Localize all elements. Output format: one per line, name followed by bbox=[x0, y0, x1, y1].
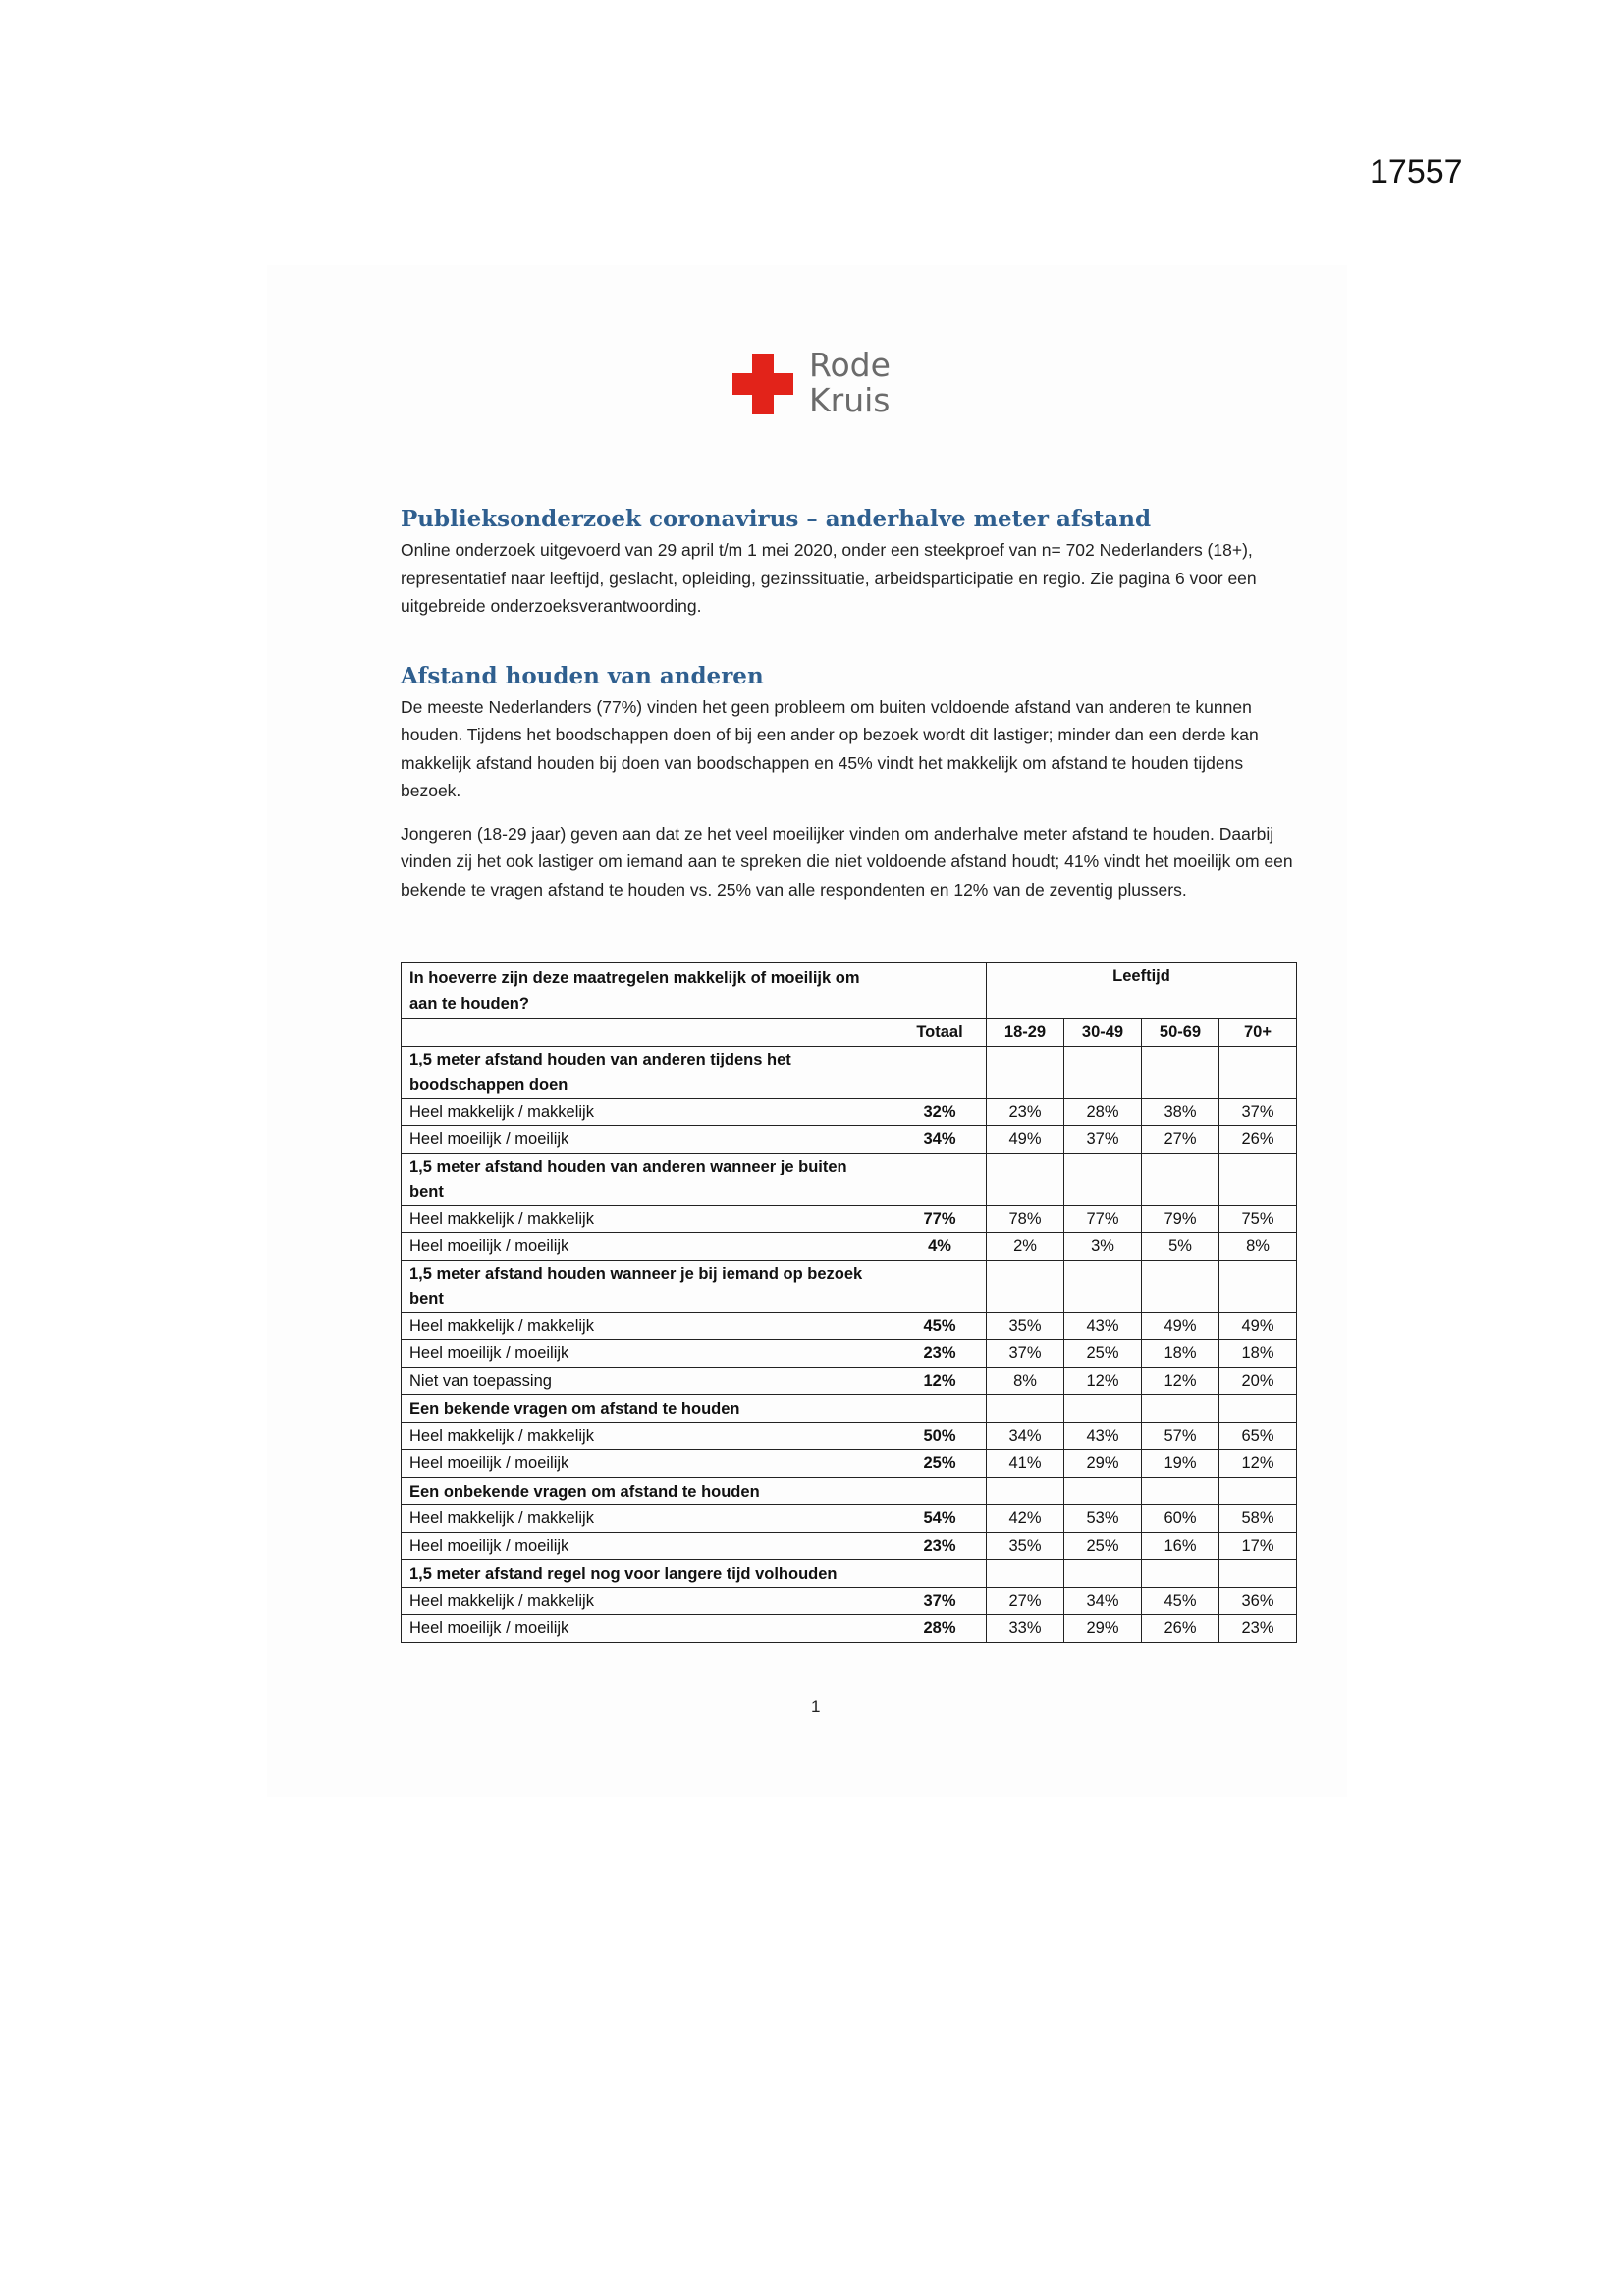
empty-cell bbox=[1142, 1047, 1219, 1099]
section-heading: Een bekende vragen om afstand te houden bbox=[402, 1395, 893, 1423]
age-value: 23% bbox=[987, 1099, 1064, 1126]
age-value: 35% bbox=[987, 1533, 1064, 1560]
total-value: 50% bbox=[893, 1423, 987, 1450]
age-value: 28% bbox=[1064, 1099, 1142, 1126]
red-cross-icon bbox=[732, 354, 793, 414]
age-value: 26% bbox=[1219, 1126, 1297, 1154]
age-value: 49% bbox=[1219, 1313, 1297, 1340]
total-value: 25% bbox=[893, 1450, 987, 1478]
table-section-row bbox=[402, 1154, 1297, 1206]
header-age-50-69: 50-69 bbox=[1142, 1019, 1219, 1047]
row-label: Heel makkelijk / makkelijk bbox=[402, 1206, 893, 1233]
table-row bbox=[402, 1368, 1297, 1395]
table-row bbox=[402, 1423, 1297, 1450]
row-label: Heel makkelijk / makkelijk bbox=[402, 1313, 893, 1340]
table-row bbox=[402, 1505, 1297, 1533]
age-value: 65% bbox=[1219, 1423, 1297, 1450]
total-value: 12% bbox=[893, 1368, 987, 1395]
table-row bbox=[402, 1533, 1297, 1560]
table-section-row bbox=[402, 1560, 1297, 1588]
empty-cell bbox=[1219, 1395, 1297, 1423]
row-label: Heel makkelijk / makkelijk bbox=[402, 1099, 893, 1126]
row-label: Niet van toepassing bbox=[402, 1368, 893, 1395]
table-row bbox=[402, 1340, 1297, 1368]
empty-cell bbox=[1142, 1395, 1219, 1423]
empty-cell bbox=[893, 1154, 987, 1206]
empty-cell bbox=[987, 1560, 1064, 1588]
logo-line-2: Kruis bbox=[809, 381, 891, 419]
body-paragraph-1: De meeste Nederlanders (77%) vinden het geen probleem om buiten voldoende afstand van anderen te kunnen houden. Tijdens het boodschappen doen of bij een ander op bezoek wordt dit lastiger; minder dan een derde kan makkelijk afstand houden bij doen van boodschappen en 45% vindt het makkelijk om afstand te houden tijdens bezoek. bbox=[401, 696, 1259, 800]
empty-cell bbox=[1064, 1261, 1142, 1313]
table-section-row bbox=[402, 1261, 1297, 1313]
row-label: Heel makkelijk / makkelijk bbox=[402, 1505, 893, 1533]
age-value: 17% bbox=[1219, 1533, 1297, 1560]
intro-paragraph: Online onderzoek uitgevoerd van 29 april t/m 1 mei 2020, onder een steekproef van n= 702 Nederlanders (18+), representatief naar leeftijd, geslacht, opleiding, gezinssituatie, arbeidsparticipatie en regio. Zie pagina 6 voor een uitgebreide onderzoeksverantwoording. bbox=[401, 540, 1257, 616]
table-row bbox=[402, 1126, 1297, 1154]
row-label: Heel moeilijk / moeilijk bbox=[402, 1233, 893, 1261]
age-value: 37% bbox=[1064, 1126, 1142, 1154]
table-row bbox=[402, 1313, 1297, 1340]
logo-wordmark bbox=[809, 348, 891, 418]
section-heading: 1,5 meter afstand houden wanneer je bij iemand op bezoek bent bbox=[402, 1261, 893, 1313]
total-value: 4% bbox=[893, 1233, 987, 1261]
document-title: Publieksonderzoek coronavirus – anderhalve meter afstand bbox=[401, 506, 1152, 532]
age-value: 2% bbox=[987, 1233, 1064, 1261]
total-value: 45% bbox=[893, 1313, 987, 1340]
empty-cell bbox=[987, 1261, 1064, 1313]
row-label: Heel moeilijk / moeilijk bbox=[402, 1533, 893, 1560]
header-age-70-plus: 70+ bbox=[1219, 1019, 1297, 1047]
row-label: Heel moeilijk / moeilijk bbox=[402, 1340, 893, 1368]
rode-kruis-logo bbox=[732, 346, 909, 419]
age-value: 38% bbox=[1142, 1099, 1219, 1126]
section-heading: 1,5 meter afstand houden van anderen wanneer je buiten bent bbox=[402, 1154, 893, 1206]
total-value: 37% bbox=[893, 1588, 987, 1615]
age-value: 19% bbox=[1142, 1450, 1219, 1478]
age-value: 43% bbox=[1064, 1313, 1142, 1340]
age-value: 57% bbox=[1142, 1423, 1219, 1450]
age-value: 8% bbox=[987, 1368, 1064, 1395]
empty-cell bbox=[1142, 1478, 1219, 1505]
page-number: 1 bbox=[811, 1697, 821, 1716]
age-value: 12% bbox=[1142, 1368, 1219, 1395]
row-label: Heel moeilijk / moeilijk bbox=[402, 1126, 893, 1154]
table-question-header: In hoeverre zijn deze maatregelen makkelijk of moeilijk om aan te houden? bbox=[402, 963, 893, 1019]
age-value: 18% bbox=[1219, 1340, 1297, 1368]
row-label: Heel moeilijk / moeilijk bbox=[402, 1615, 893, 1643]
table-section-row bbox=[402, 1395, 1297, 1423]
age-value: 20% bbox=[1219, 1368, 1297, 1395]
empty-cell bbox=[893, 1478, 987, 1505]
body-paragraph-2: Jongeren (18-29 jaar) geven aan dat ze het veel moeilijker vinden om anderhalve meter afstand te houden. Daarbij vinden zij het ook lastiger om iemand aan te spreken die niet voldoende afstand houdt; 41% vindt het moeilijk om een bekende te vragen afstand te houden vs. 25% van alle respondenten en 12% van de zeventig plussers. bbox=[401, 823, 1293, 900]
row-label: Heel moeilijk / moeilijk bbox=[402, 1450, 893, 1478]
age-value: 53% bbox=[1064, 1505, 1142, 1533]
age-value: 41% bbox=[987, 1450, 1064, 1478]
age-value: 34% bbox=[987, 1423, 1064, 1450]
empty-cell bbox=[1064, 1478, 1142, 1505]
empty-cell bbox=[1142, 1560, 1219, 1588]
age-value: 58% bbox=[1219, 1505, 1297, 1533]
age-value: 42% bbox=[987, 1505, 1064, 1533]
age-value: 26% bbox=[1142, 1615, 1219, 1643]
age-value: 77% bbox=[1064, 1206, 1142, 1233]
logo-line-1: Rode bbox=[809, 346, 891, 384]
empty-cell bbox=[987, 1478, 1064, 1505]
age-value: 5% bbox=[1142, 1233, 1219, 1261]
survey-table-body bbox=[402, 1047, 1297, 1643]
empty-cell bbox=[1064, 1395, 1142, 1423]
age-value: 37% bbox=[1219, 1099, 1297, 1126]
total-value: 54% bbox=[893, 1505, 987, 1533]
age-value: 60% bbox=[1142, 1505, 1219, 1533]
table-section-row bbox=[402, 1047, 1297, 1099]
empty-cell bbox=[893, 1395, 987, 1423]
section-heading: 1,5 meter afstand regel nog voor langere tijd volhouden bbox=[402, 1560, 893, 1588]
age-value: 3% bbox=[1064, 1233, 1142, 1261]
header-age-30-49: 30-49 bbox=[1064, 1019, 1142, 1047]
age-value: 34% bbox=[1064, 1588, 1142, 1615]
age-value: 49% bbox=[1142, 1313, 1219, 1340]
age-value: 29% bbox=[1064, 1615, 1142, 1643]
age-value: 25% bbox=[1064, 1533, 1142, 1560]
section-heading: Een onbekende vragen om afstand te houden bbox=[402, 1478, 893, 1505]
age-group-header: Leeftijd bbox=[987, 963, 1297, 1019]
age-value: 23% bbox=[1219, 1615, 1297, 1643]
age-value: 45% bbox=[1142, 1588, 1219, 1615]
empty-cell bbox=[1142, 1261, 1219, 1313]
table-row bbox=[402, 1615, 1297, 1643]
empty-cell bbox=[1219, 1047, 1297, 1099]
empty-cell bbox=[1219, 1154, 1297, 1206]
empty-cell bbox=[1064, 1154, 1142, 1206]
total-value: 23% bbox=[893, 1533, 987, 1560]
total-value: 23% bbox=[893, 1340, 987, 1368]
table-row bbox=[402, 1450, 1297, 1478]
empty-cell bbox=[1064, 1560, 1142, 1588]
empty-cell bbox=[893, 1560, 987, 1588]
section-heading: 1,5 meter afstand houden van anderen tijdens het boodschappen doen bbox=[402, 1047, 893, 1099]
table-section-row bbox=[402, 1478, 1297, 1505]
age-value: 29% bbox=[1064, 1450, 1142, 1478]
age-value: 79% bbox=[1142, 1206, 1219, 1233]
age-value: 18% bbox=[1142, 1340, 1219, 1368]
total-value: 34% bbox=[893, 1126, 987, 1154]
empty-cell bbox=[1219, 1560, 1297, 1588]
document-body bbox=[401, 503, 1294, 903]
age-value: 37% bbox=[987, 1340, 1064, 1368]
header-total: Totaal bbox=[893, 1019, 987, 1047]
age-value: 35% bbox=[987, 1313, 1064, 1340]
row-label: Heel makkelijk / makkelijk bbox=[402, 1423, 893, 1450]
total-value: 77% bbox=[893, 1206, 987, 1233]
header-age-18-29: 18-29 bbox=[987, 1019, 1064, 1047]
age-value: 8% bbox=[1219, 1233, 1297, 1261]
empty-cell bbox=[987, 1047, 1064, 1099]
table-row bbox=[402, 1099, 1297, 1126]
empty-cell bbox=[893, 1047, 987, 1099]
empty-cell bbox=[893, 1261, 987, 1313]
document-number: 17557 bbox=[1370, 153, 1463, 191]
age-value: 12% bbox=[1064, 1368, 1142, 1395]
age-value: 12% bbox=[1219, 1450, 1297, 1478]
table-row bbox=[402, 1206, 1297, 1233]
age-value: 78% bbox=[987, 1206, 1064, 1233]
empty-cell bbox=[1219, 1478, 1297, 1505]
empty-cell bbox=[1142, 1154, 1219, 1206]
age-value: 36% bbox=[1219, 1588, 1297, 1615]
empty-cell bbox=[987, 1395, 1064, 1423]
age-value: 49% bbox=[987, 1126, 1064, 1154]
age-value: 27% bbox=[987, 1588, 1064, 1615]
age-value: 43% bbox=[1064, 1423, 1142, 1450]
table-row bbox=[402, 1233, 1297, 1261]
empty-cell bbox=[1064, 1047, 1142, 1099]
total-value: 28% bbox=[893, 1615, 987, 1643]
age-value: 16% bbox=[1142, 1533, 1219, 1560]
row-label: Heel makkelijk / makkelijk bbox=[402, 1588, 893, 1615]
section-title: Afstand houden van anderen bbox=[401, 662, 764, 689]
age-value: 27% bbox=[1142, 1126, 1219, 1154]
survey-results-table bbox=[401, 962, 1297, 1643]
age-value: 25% bbox=[1064, 1340, 1142, 1368]
age-value: 33% bbox=[987, 1615, 1064, 1643]
table-row bbox=[402, 1588, 1297, 1615]
empty-cell bbox=[1219, 1261, 1297, 1313]
total-value: 32% bbox=[893, 1099, 987, 1126]
empty-cell bbox=[987, 1154, 1064, 1206]
header-spacer bbox=[893, 963, 987, 1019]
age-value: 75% bbox=[1219, 1206, 1297, 1233]
header-empty-cell bbox=[402, 1019, 893, 1047]
